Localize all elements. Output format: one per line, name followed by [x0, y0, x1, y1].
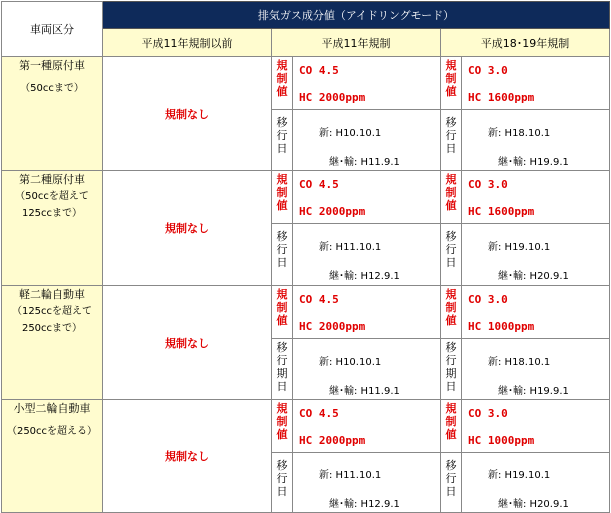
vehicle-displacement: （250ccを超える） — [6, 426, 98, 437]
transition-label: 移 行 日 — [272, 109, 293, 170]
limit-label: 規 制 値 — [272, 286, 293, 338]
header-row — [2, 2, 610, 29]
hc-limit: HC 2000ppm — [299, 204, 366, 218]
hc-limit: HC 2000ppm — [299, 433, 366, 447]
vehicle-class-cell — [2, 171, 103, 286]
transition-label: 移 行 期 日 — [441, 338, 462, 399]
regulation-h11-cell — [272, 57, 441, 171]
new-vehicle-date: 新: H19.10.1 — [488, 470, 551, 482]
co-limit: CO 4.5 — [299, 406, 339, 420]
co-limit: CO 3.0 — [468, 177, 508, 191]
transition-label: 移 行 日 — [441, 109, 462, 170]
limit-label: 規 制 値 — [272, 400, 293, 452]
vehicle-displacement: （50ccまで） — [20, 83, 84, 94]
co-limit: CO 3.0 — [468, 292, 508, 306]
co-limit: CO 3.0 — [468, 406, 508, 420]
new-vehicle-date: 新: H10.10.1 — [319, 356, 382, 368]
limit-label: 規 制 値 — [441, 171, 462, 223]
emission-table — [1, 1, 610, 513]
table-row — [2, 171, 610, 286]
limit-label: 規 制 値 — [272, 57, 293, 109]
co-limit: CO 4.5 — [299, 63, 339, 77]
new-vehicle-date: 新: H11.10.1 — [319, 470, 382, 482]
table-row — [2, 57, 610, 171]
regulation-h11-cell — [272, 286, 441, 400]
regulation-h18-cell — [441, 171, 610, 286]
limit-label: 規 制 値 — [272, 171, 293, 223]
vehicle-name: 第二種原付車 — [19, 173, 85, 186]
period-header-pre-h11: 平成11年規制以前 — [103, 29, 272, 57]
new-vehicle-date: 新: H18.10.1 — [488, 127, 551, 139]
vehicle-displacement: （50ccを超えて — [15, 191, 89, 202]
continuing-import-date: 継･輸: H12.9.1 — [329, 499, 400, 511]
continuing-import-date: 継･輸: H11.9.1 — [329, 385, 400, 397]
limit-label: 規 制 値 — [441, 286, 462, 338]
transition-label: 移 行 日 — [272, 223, 293, 285]
vehicle-name: 軽二輪自動車 — [19, 288, 85, 301]
transition-label: 移 行 日 — [441, 452, 462, 512]
continuing-import-date: 継･輸: H20.9.1 — [498, 271, 569, 283]
no-regulation: 規制なし — [103, 57, 272, 171]
vehicle-name: 第一種原付車 — [19, 59, 85, 72]
co-limit: CO 4.5 — [299, 292, 339, 306]
table-title: 排気ガス成分値（アイドリングモード） — [103, 2, 610, 29]
vehicle-displacement: 125ccまで） — [21, 208, 83, 219]
transition-label: 移 行 期 日 — [272, 338, 293, 399]
period-header-h18: 平成18･19年規制 — [441, 29, 610, 57]
hc-limit: HC 1000ppm — [468, 319, 535, 333]
continuing-import-date: 継･輸: H19.9.1 — [498, 385, 569, 397]
new-vehicle-date: 新: H10.10.1 — [319, 127, 382, 139]
no-regulation: 規制なし — [103, 286, 272, 400]
regulation-h18-cell — [441, 286, 610, 400]
limit-label: 規 制 値 — [441, 57, 462, 109]
no-regulation: 規制なし — [103, 400, 272, 513]
table-row — [2, 286, 610, 400]
transition-label: 移 行 日 — [272, 452, 293, 512]
limit-label: 規 制 値 — [441, 400, 462, 452]
vehicle-displacement: （125ccを超えて — [11, 306, 93, 317]
continuing-import-date: 継･輸: H11.9.1 — [329, 156, 400, 168]
hc-limit: HC 1000ppm — [468, 433, 535, 447]
hc-limit: HC 1600ppm — [468, 90, 535, 104]
new-vehicle-date: 新: H19.10.1 — [488, 242, 551, 254]
new-vehicle-date: 新: H11.10.1 — [319, 242, 382, 254]
regulation-h18-cell — [441, 400, 610, 513]
no-regulation: 規制なし — [103, 171, 272, 286]
hc-limit: HC 2000ppm — [299, 319, 366, 333]
vehicle-class-cell — [2, 400, 103, 513]
vehicle-class-cell — [2, 286, 103, 400]
co-limit: CO 3.0 — [468, 63, 508, 77]
vehicle-displacement: 250ccまで） — [21, 323, 83, 334]
transition-label: 移 行 日 — [441, 223, 462, 285]
vehicle-name: 小型二輪自動車 — [13, 402, 91, 415]
regulation-h18-cell — [441, 57, 610, 171]
continuing-import-date: 継･輸: H20.9.1 — [498, 499, 569, 511]
co-limit: CO 4.5 — [299, 177, 339, 191]
hc-limit: HC 2000ppm — [299, 90, 366, 104]
new-vehicle-date: 新: H18.10.1 — [488, 356, 551, 368]
continuing-import-date: 継･輸: H12.9.1 — [329, 271, 400, 283]
regulation-h11-cell — [272, 171, 441, 286]
period-header-h11: 平成11年規制 — [272, 29, 441, 57]
regulation-h11-cell — [272, 400, 441, 513]
table-row — [2, 400, 610, 513]
vehicle-class-header: 車両区分 — [2, 2, 103, 57]
continuing-import-date: 継･輸: H19.9.1 — [498, 156, 569, 168]
vehicle-class-cell — [2, 57, 103, 171]
hc-limit: HC 1600ppm — [468, 204, 535, 218]
